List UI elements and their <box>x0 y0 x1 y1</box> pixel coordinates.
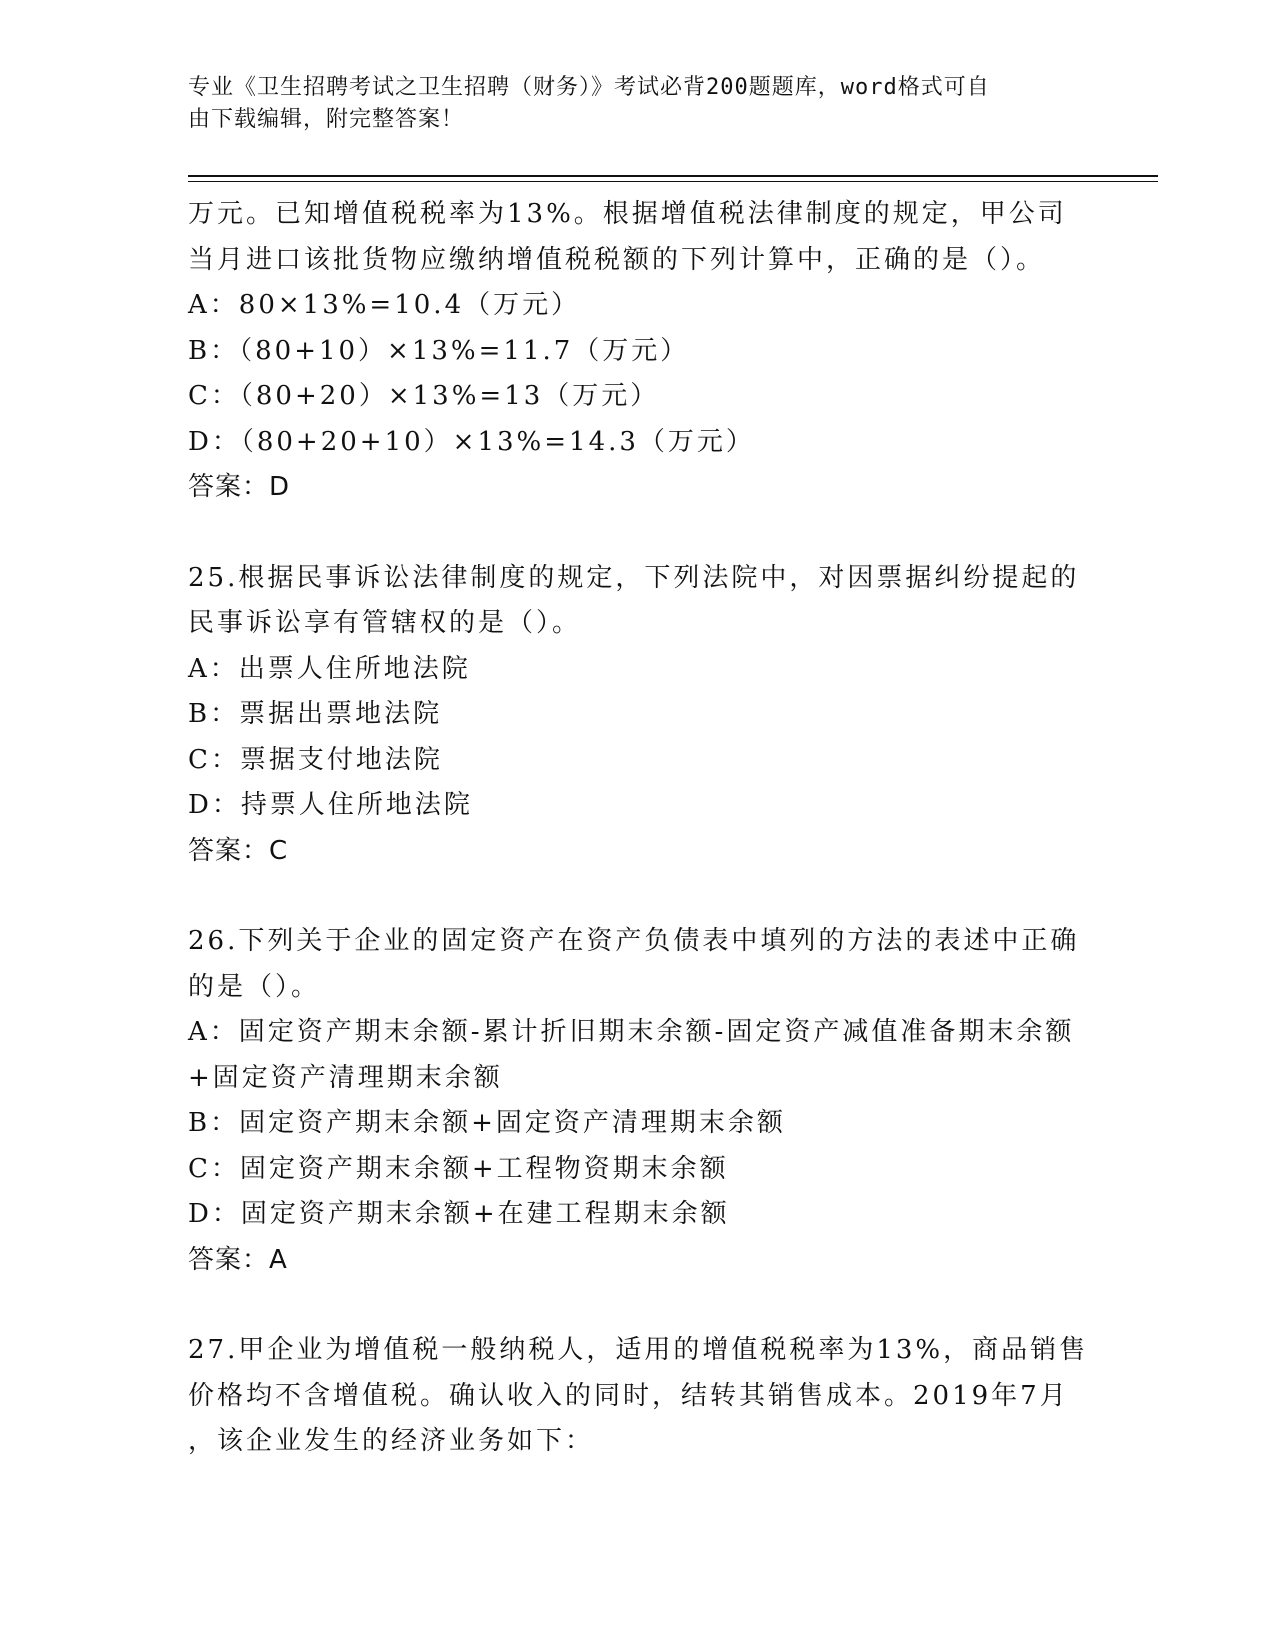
question-text-line: 26.下列关于企业的固定资产在资产负债表中填列的方法的表述中正确 <box>188 926 1080 956</box>
question-text-line: 当月进口该批货物应缴纳增值税税额的下列计算中，正确的是（）。 <box>188 244 1046 275</box>
question-26 <box>188 919 1088 1283</box>
answer-line: 答案：C <box>188 835 289 866</box>
question-text-line: 的是（）。 <box>188 971 321 1002</box>
question-text-line: 民事诉讼享有管辖权的是（）。 <box>188 608 582 638</box>
question-25 <box>188 556 1088 875</box>
option-c: C：票据支付地法院 <box>188 744 443 775</box>
answer-line: 答案：D <box>188 472 291 502</box>
option-c: C：（80+20）×13%=13（万元） <box>188 381 660 411</box>
question-text-line: 25.根据民事诉讼法律制度的规定，下列法院中，对因票据纠纷提起的 <box>188 562 1080 593</box>
question-list <box>188 192 1088 1465</box>
option-a-continued: +固定资产清理期末余额 <box>188 1062 503 1093</box>
answer-line: 答案：A <box>188 1244 288 1275</box>
header-divider-thin <box>188 181 1158 182</box>
question-27 <box>188 1328 1088 1465</box>
question-text-line: ，该企业发生的经济业务如下： <box>188 1426 595 1456</box>
option-c: C：固定资产期末余额+工程物资期末余额 <box>188 1153 729 1184</box>
option-b: B：票据出票地法院 <box>188 699 443 729</box>
header-divider-thick <box>188 175 1158 177</box>
header-line-1: 专业《卫生招聘考试之卫生招聘（财务）》考试必背200题题库，word格式可自 <box>188 75 990 100</box>
question-text-line: 万元。已知增值税税率为13%。根据增值税法律制度的规定，甲公司 <box>188 199 1067 229</box>
option-b: B：固定资产期末余额+固定资产清理期末余额 <box>188 1108 786 1138</box>
option-a: A：固定资产期末余额-累计折旧期末余额-固定资产减值准备期末余额 <box>188 1017 1075 1047</box>
question-text-line: 价格均不含增值税。确认收入的同时，结转其销售成本。2019年7月 <box>188 1380 1069 1411</box>
document-header <box>188 72 1068 136</box>
option-a: A：出票人住所地法院 <box>188 653 471 684</box>
question-24-continuation <box>188 192 1088 511</box>
option-d: D：持票人住所地法院 <box>188 790 473 820</box>
option-d: D：（80+20+10）×13%=14.3（万元） <box>188 426 755 457</box>
question-text-line: 27.甲企业为增值税一般纳税人，适用的增值税税率为13%，商品销售 <box>188 1335 1089 1365</box>
option-d: D：固定资产期末余额+在建工程期末余额 <box>188 1199 730 1229</box>
option-b: B：（80+10）×13%=11.7（万元） <box>188 335 690 366</box>
header-line-2: 由下载编辑，附完整答案！ <box>188 107 465 132</box>
option-a: A：80×13%=10.4（万元） <box>188 290 581 320</box>
